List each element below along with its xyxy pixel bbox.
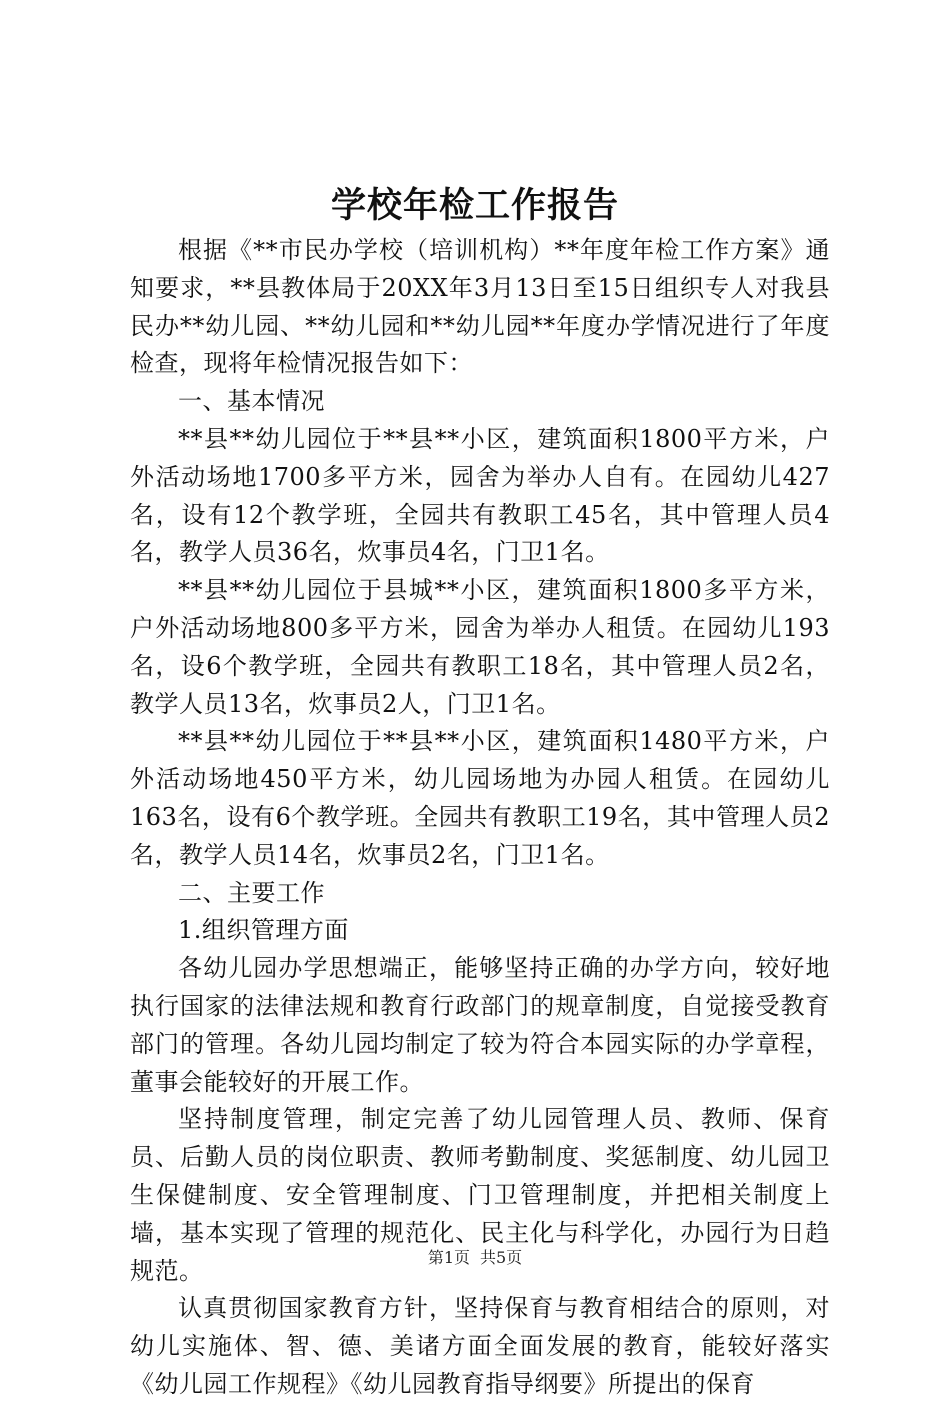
paragraph-kindergarten-1: **县**幼儿园位于**县**小区，建筑面积1800平方米，户外活动场地1700多平方米，园舍为举办人自有。在园幼儿427名，设有12个教学班，全园共有教职工45名，其中管理人员4名，教学人员36名，炊事员4名，门卫1名。: [130, 424, 830, 567]
page-footer: [0, 1245, 950, 1268]
paragraph-intro: 根据《**市民办学校（培训机构）**年度年检工作方案》通知要求，**县教体局于20XX年3月13日至15日组织专人对我县民办**幼儿园、**幼儿园和**幼儿园**年度办学情况进行了年度检查，现将年检情况报告如下：: [130, 236, 830, 378]
document-body: [130, 232, 830, 1404]
page-total: 共5页: [480, 1248, 523, 1267]
paragraph-regulations: 坚持制度管理，制定完善了幼儿园管理人员、教师、保育员、后勤人员的岗位职责、教师考勤制度、奖惩制度、幼儿园卫生保健制度、安全管理制度、门卫管理制度，并把相关制度上墙，基本实现了管理的规范化、民主化与科学化，办园行为日趋规范。: [130, 1105, 830, 1285]
paragraph-kindergarten-3: **县**幼儿园位于**县**小区，建筑面积1480平方米，户外活动场地450平方米，幼儿园场地为办园人租赁。在园幼儿163名，设有6个教学班。全园共有教职工19名，其中管理人员2名，教学人员14名，炊事员2名，门卫1名。: [130, 727, 830, 869]
section-heading-basic-info: 一、基本情况: [178, 387, 325, 416]
paragraph-organization: 各幼儿园办学思想端正，能够坚持正确的办学方向，较好地执行国家的法律法规和教育行政部门的规章制度，自觉接受教育部门的管理。各幼儿园均制定了较为符合本园实际的办学章程，董事会能较好的开展工作。: [130, 954, 830, 1096]
section-heading-main-work: 二、主要工作: [178, 878, 325, 907]
paragraph-kindergarten-2: **县**幼儿园位于县城**小区，建筑面积1800多平方米，户外活动场地800多平方米，园舍为举办人租赁。在园幼儿193名，设6个教学班，全园共有教职工18名，其中管理人员2名，教学人员13名，炊事员2人，门卫1名。: [130, 576, 830, 718]
page-number: 第1页: [427, 1248, 470, 1267]
paragraph-education-policy: 认真贯彻国家教育方针，坚持保育与教育相结合的原则，对幼儿实施体、智、德、美诸方面全面发展的教育，能较好落实《幼儿园工作规程》《幼儿园教育指导纲要》所提出的保育: [130, 1294, 830, 1398]
document-title: 学校年检工作报告: [330, 185, 619, 226]
subheading-organization: 1.组织管理方面: [178, 916, 349, 945]
